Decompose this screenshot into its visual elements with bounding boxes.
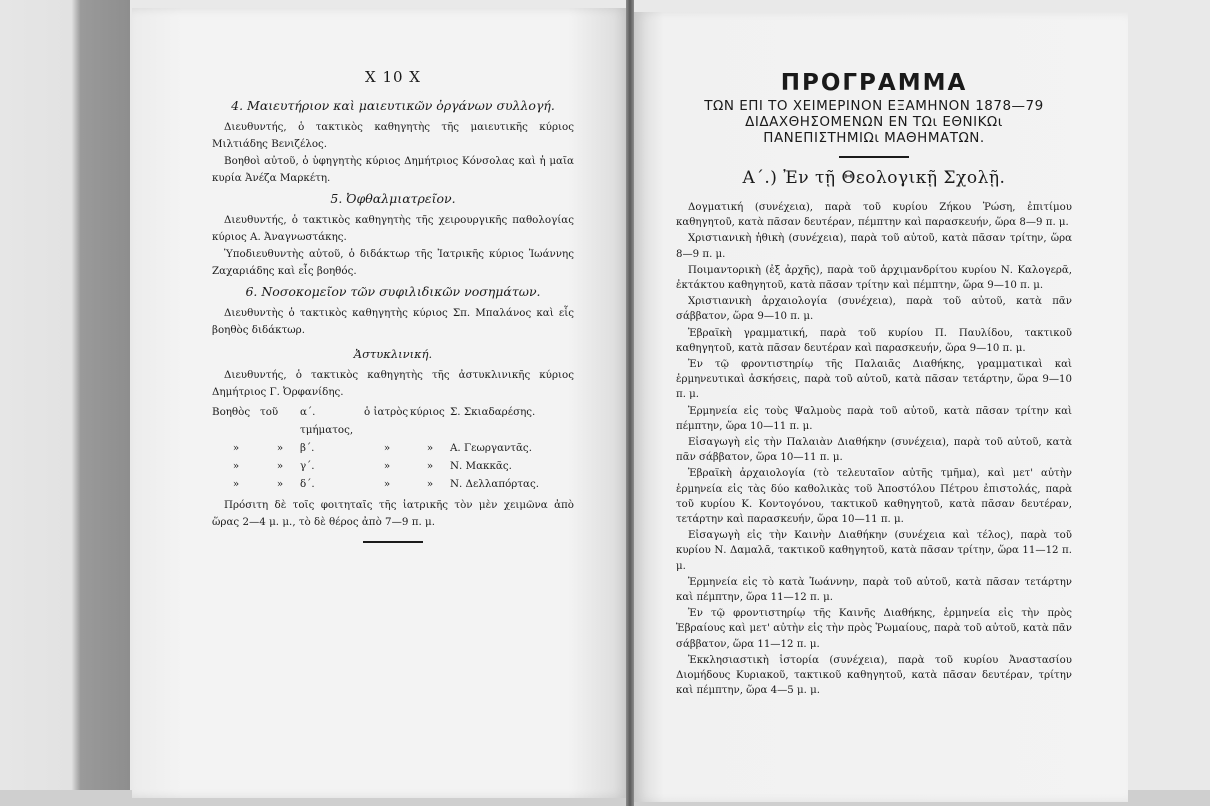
cell: β΄. [300, 442, 315, 454]
helper-row [212, 457, 574, 475]
course-entry: Χριστιανικὴ ἀρχαιολογία (συνέχεια), παρὰ τοῦ αὐτοῦ, κατὰ πᾶν σάββατον, ὥρα 9—10 π. μ. [676, 296, 1072, 323]
school-heading: Α΄.) Ἐν τῇ Θεολογικῇ Σχολῇ. [742, 168, 1006, 188]
paragraph: Διευθυντής, ὁ τακτικὸς καθηγητὴς τῆς χειρουργικῆς παθολογίας κύριος Α. Ἀναγνωστάκης. [212, 214, 574, 243]
cell: » [232, 460, 240, 472]
cell: γ΄. [300, 460, 315, 472]
program-title: ΠΡΟΓΡΑΜΜΑ [780, 70, 968, 96]
course-entry: Ποιμαντορικὴ (ἐξ ἀρχῆς), παρὰ τοῦ ἀρχιμανδρίτου κυρίου Ν. Καλογερᾶ, ἐκτάκτου καθηγητοῦ, κατὰ πᾶσαν τρίτην καὶ πέμπτην, ὥρα 9—10 π. μ. [676, 264, 1072, 292]
course-entry: Εἰσαγωγὴ εἰς τὴν Καινὴν Διαθήκην (συνέχεια καὶ τέλος), παρὰ τοῦ κυρίου Ν. Δαμαλᾶ, τακτικοῦ καθηγητοῦ, κατὰ πᾶσαν τρίτην, ὥρα 11—12 π. μ. [676, 530, 1072, 572]
section-rule [363, 541, 423, 543]
paragraph: Βοηθοὶ αὐτοῦ, ὁ ὑφηγητὴς κύριος Δημήτριος Κόνσολας καὶ ἡ μαῖα κυρία Ἀνέζα Μαρκέτη. [212, 155, 574, 184]
course-entry: Ἑβραϊκὴ γραμματική, παρὰ τοῦ κυρίου Π. Παυλίδου, τακτικοῦ καθηγητοῦ, κατὰ πᾶσαν δευτέραν καὶ παρασκευήν, ὥρα 9—10 π. μ. [676, 327, 1072, 354]
left-page-content [212, 68, 574, 543]
helpers-table [212, 403, 574, 493]
page-number: Χ 10 Χ [365, 68, 421, 86]
paragraph: Διευθυντής, ὁ τακτικὸς καθηγητὴς τῆς μαιευτικῆς κύριος Μιλτιάδης Βενιζέλος. [212, 121, 574, 150]
cell: » [232, 442, 240, 454]
cell: » [383, 478, 391, 490]
course-entry: Ἑρμηνεία εἰς τοὺς Ψαλμοὺς παρὰ τοῦ αὐτοῦ, κατὰ πᾶσαν τρίτην καὶ πέμπτην, ὥρα 10—11 π. μ. [676, 405, 1072, 432]
cell: » [426, 442, 434, 454]
paragraph: Διευθυντὴς ὁ τακτικὸς καθηγητὴς κύριος Σπ. Μπαλάνος καὶ εἷς βοηθὸς διδάκτωρ. [212, 307, 574, 336]
cell: τοῦ [260, 406, 279, 418]
program-subtitle-line: ΔΙΔΑΧΘΗΣΟΜΕΝΩΝ ΕΝ ΤΩι ΕΘΝΙΚΩι [745, 114, 1003, 130]
paragraph: Πρόσιτη δὲ τοῖς φοιτηταῖς τῆς ἰατρικῆς τὸν μὲν χειμῶνα ἀπὸ ὥρας 2—4 μ. μ., τὸ δὲ θέρος ἀπὸ 7—9 π. μ. [212, 499, 574, 528]
cell: Σ. Σκιαδαρέσης. [450, 406, 536, 418]
course-entry: Ἑρμηνεία εἰς τὸ κατὰ Ἰωάννην, παρὰ τοῦ αὐτοῦ, κατὰ πᾶσαν τετάρτην καὶ πέμπτην, ὥρα 11—12 π. μ. [676, 576, 1072, 604]
book-gutter [626, 0, 634, 806]
course-entry: Ἑβραϊκὴ ἀρχαιολογία (τὸ τελευταῖον αὐτῆς τμῆμα), καὶ μετ' αὐτὴν ἑρμηνεία εἰς τὰς δύο καθολικὰς τοῦ Ἀποστόλου Πέτρου ἐπιστολάς, παρὰ τοῦ κυρίου Κ. Κοντογόνου, τακτικοῦ καθηγητοῦ, κατὰ πᾶσαν δευτέραν, τετάρτην καὶ παρασκευήν, ὥρα 10—11 π. μ. [676, 468, 1072, 526]
section-heading-astykliniki: Ἀστυκλινική. [353, 347, 433, 361]
cell: » [426, 478, 434, 490]
helper-row [212, 403, 574, 439]
cell: Α. Γεωργαντᾶς. [450, 442, 532, 454]
cell: α΄. τμήματος, [300, 406, 354, 436]
cell: κύριος [410, 406, 445, 418]
title-rule [839, 156, 909, 158]
right-page-content [676, 70, 1072, 700]
cell: » [276, 460, 284, 472]
section-heading-ophthalmology: 5. Ὀφθαλμιατρεῖον. [330, 191, 456, 206]
cell: δ΄. [300, 478, 315, 490]
helper-row [212, 439, 574, 457]
course-entry: Ἐν τῷ φροντιστηρίῳ τῆς Παλαιᾶς Διαθήκης, γραμματικαὶ καὶ ἑρμηνευτικαὶ ἀσκήσεις, παρὰ τοῦ αὐτοῦ, κατὰ πᾶσαν τετάρτην, ὥρα 9—10 π. μ. [676, 359, 1072, 401]
cell: » [276, 442, 284, 454]
course-entry: Ἐκκλησιαστικὴ ἱστορία (συνέχεια), παρὰ τοῦ κυρίου Ἀναστασίου Διομήδους Κυριακοῦ, τακτικοῦ καθηγητοῦ, κατὰ πᾶσαν δευτέραν, τρίτην καὶ πέμπτην, ὥρα 4—5 μ. μ. [676, 654, 1072, 697]
cell: » [232, 478, 240, 490]
background-left-edge [0, 0, 130, 806]
paragraph: Διευθυντής, ὁ τακτικὸς καθηγητὴς τῆς ἀστυκλινικῆς κύριος Δημήτριος Γ. Ὀρφανίδης. [212, 369, 574, 398]
course-entry: Χριστιανικὴ ἠθικὴ (συνέχεια), παρὰ τοῦ αὐτοῦ, κατὰ πᾶσαν τρίτην, ὥρα 8—9 π. μ. [676, 233, 1072, 260]
course-entry: Εἰσαγωγὴ εἰς τὴν Παλαιὰν Διαθήκην (συνέχεια), παρὰ τοῦ αὐτοῦ, κατὰ πᾶν σάββατον, ὥρα 10—11 π. μ. [676, 437, 1072, 464]
cell: ὁ ἰατρὸς [364, 406, 409, 418]
section-heading-maternity: 4. Μαιευτήριον καὶ μαιευτικῶν ὀργάνων συλλογή. [231, 98, 555, 113]
helper-row [212, 475, 574, 493]
right-page [634, 12, 1128, 802]
cell: Ν. Δελλαπόρτας. [450, 478, 540, 490]
program-subtitle-line: ΤΩΝ ΕΠΙ ΤΟ ΧΕΙΜΕΡΙΝΟΝ ΕΞΑΜΗΝΟΝ 1878—79 [704, 98, 1044, 114]
left-page [132, 8, 628, 798]
cell: » [383, 442, 391, 454]
course-entry: Δογματική (συνέχεια), παρὰ τοῦ κυρίου Ζήκου Ῥώση, ἐπιτίμου καθηγητοῦ, κατὰ πᾶσαν δευτέραν, πέμπτην καὶ παρασκευήν, ὥρα 8—9 π. μ. [676, 202, 1072, 229]
paragraph: Ὑποδιευθυντὴς αὐτοῦ, ὁ διδάκτωρ τῆς Ἰατρικῆς κύριος Ἰωάννης Ζαχαριάδης καὶ εἷς βοηθός. [212, 248, 574, 277]
section-heading-hospital: 6. Νοσοκομεῖον τῶν συφιλιδικῶν νοσημάτων. [245, 284, 541, 299]
cell: » [276, 478, 284, 490]
cell: Βοηθὸς [212, 406, 251, 418]
program-subtitle-line: ΠΑΝΕΠΙΣΤΗΜΙΩι ΜΑΘΗΜΑΤΩΝ. [763, 130, 985, 146]
cell: Ν. Μακκᾶς. [450, 460, 512, 472]
cell: » [426, 460, 434, 472]
cell: » [383, 460, 391, 472]
course-entry: Ἐν τῷ φροντιστηρίῳ τῆς Καινῆς Διαθήκης, ἑρμηνεία εἰς τὴν πρὸς Ἑβραίους καὶ μετ' αὐτὴν εἰς τὴν πρὸς Ῥωμαίους, παρὰ τοῦ αὐτοῦ, κατὰ πᾶν σάββατον, ὥρα 11—12 π. μ. [676, 608, 1072, 650]
